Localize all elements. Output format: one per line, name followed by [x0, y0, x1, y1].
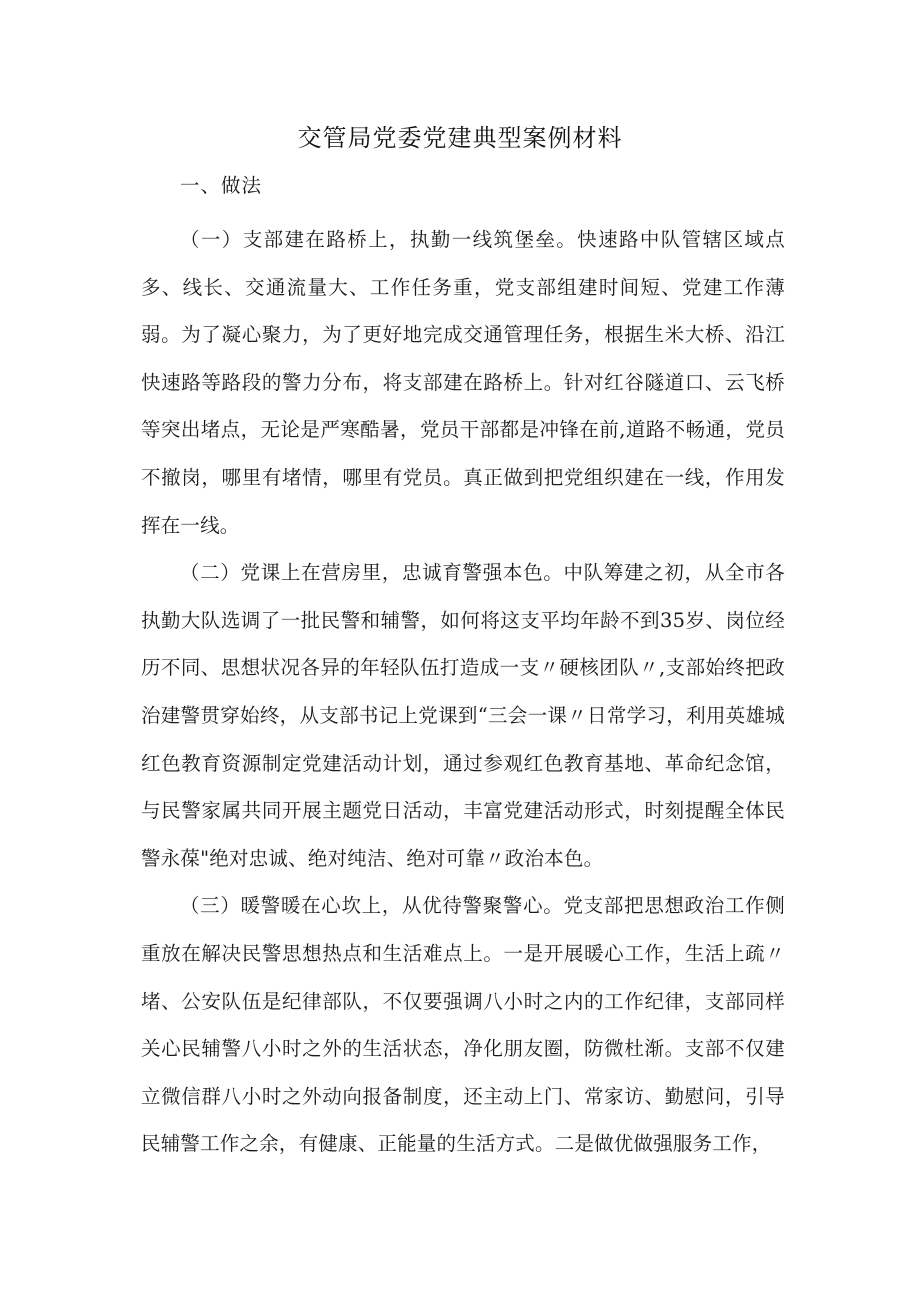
paragraph-2: （二）党课上在营房里，忠诚育警强本色。中队筹建之初，从全市各执勤大队选调了一批民警和辅警，如何将这支平均年龄不到35岁、岗位经历不同、思想状况各异的年轻队伍打造成一支〃硬核团队〃,支部始终把政治建警贯穿始终，从支部书记上党课到“三会一课〃日常学习，利用英雄城红色教育资源制定党建活动计划，通过参观红色教育基地、革命纪念馆，与民警家属共同开展主题党日活动，丰富党建活动形式，时刻提醒全体民警永葆"绝对忠诚、绝对纯洁、绝对可靠〃政治本色。 — [141, 561, 785, 870]
section-heading: 一、做法 — [180, 174, 263, 197]
document-title: 交管局党委党建典型案例材料 — [297, 124, 623, 152]
document-body — [141, 168, 785, 1168]
paragraph-3: （三）暖警暖在心坎上，从优待警聚警心。党支部把思想政治工作侧重放在解决民警思想热点和生活难点上。一是开展暖心工作，生活上疏〃堵、公安队伍是纪律部队，不仅要强调八小时之内的工作纪律，支部同样关心民辅警八小时之外的生活状态，净化朋友圈，防微杜渐。支部不仅建立微信群八小时之外动向报备制度，还主动上门、常家访、勤慰问，引导民辅警工作之余，有健康、正能量的生活方式。二是做优做强服务工作， — [141, 894, 785, 1156]
paragraph-1: （一）支部建在路桥上，执勤一线筑堡垒。快速路中队管辖区域点多、线长、交通流量大、工作任务重，党支部组建时间短、党建工作薄弱。为了凝心聚力，为了更好地完成交通管理任务，根据生米大桥、沿江快速路等路段的警力分布，将支部建在路桥上。针对红谷隧道口、云飞桥等突出堵点，无论是严寒酷暑，党员干部都是冲锋在前,道路不畅通，党员不撤岗，哪里有堵情，哪里有党员。真正做到把党组织建在一线，作用发挥在一线。 — [141, 228, 785, 537]
